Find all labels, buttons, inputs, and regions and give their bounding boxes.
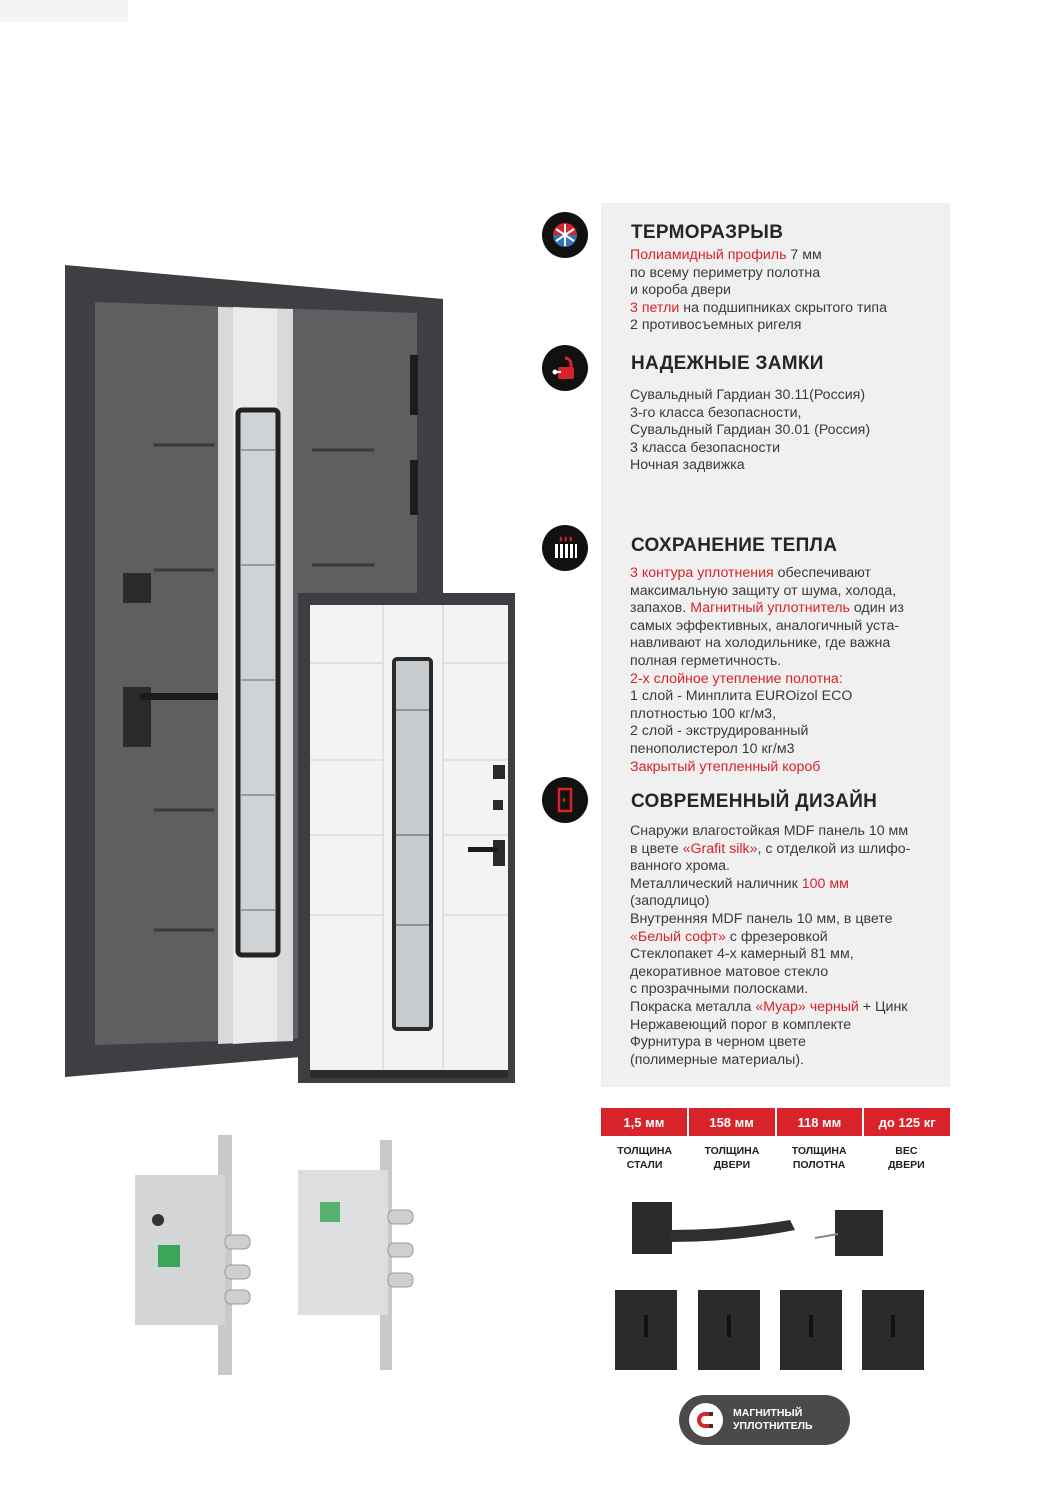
door-icon <box>542 777 588 823</box>
padlock-icon <box>542 345 588 391</box>
feature-line: с прозрачными полосками. <box>630 981 809 998</box>
feature-line: пенополистерол 10 кг/м3 <box>630 740 795 757</box>
spec-leaf-thickness: 118 мм <box>777 1108 865 1136</box>
spec-steel-thickness: 1,5 мм <box>601 1108 689 1136</box>
feature-line: «Белый софт» с фрезеровкой <box>630 928 828 945</box>
feature-line: 3 петли на подшипниках скрытого типа <box>630 299 887 316</box>
magnet-icon <box>689 1403 723 1437</box>
feature-line: 3-го класса безопасности, <box>630 404 802 421</box>
magnetic-seal-badge <box>679 1395 850 1445</box>
feature-line: полная герметичность. <box>630 652 782 669</box>
feature-title-locks: НАДЕЖНЫЕ ЗАМКИ <box>631 353 824 374</box>
feature-line: Полиамидный профиль 7 мм <box>630 247 822 263</box>
feature-line: (заподлицо) <box>630 893 710 910</box>
lock-mechanisms <box>130 1130 430 1380</box>
feature-line: Сувальдный Гардиан 30.11(Россия) <box>630 387 866 403</box>
feature-line: 1 слой - Минплита EUROizol ECO <box>630 688 853 705</box>
thermal-break-icon <box>542 212 588 258</box>
feature-line: Ночная задвижка <box>630 457 745 474</box>
feature-body-design <box>630 823 945 1069</box>
feature-title-design: СОВРЕМЕННЫЙ ДИЗАЙН <box>631 791 878 812</box>
hardware-accessories <box>610 1190 950 1380</box>
radiator-icon <box>542 525 588 571</box>
spec-table <box>601 1108 950 1172</box>
feature-line: и короба двери <box>630 282 731 299</box>
feature-line: Внутренняя MDF панель 10 мм, в цвете <box>630 910 893 927</box>
feature-line: (полимерные материалы). <box>630 1051 804 1068</box>
spec-door-weight: до 125 кг <box>878 1114 936 1130</box>
feature-line: Снаружи влагостойкая MDF панель 10 мм <box>630 823 909 839</box>
feature-line: декоративное матовое стекло <box>630 963 829 980</box>
feature-line: навливают на холодильнике, где важна <box>630 635 891 652</box>
feature-body-locks <box>630 387 945 475</box>
feature-line: ванного хрома. <box>630 858 730 875</box>
spec-label: ТОЛЩИНА ПОЛОТНА <box>791 1145 847 1171</box>
feature-line: Покраска металла «Муар» черный + Цинк <box>630 998 908 1015</box>
feature-line: Стеклопакет 4-х камерный 81 мм, <box>630 946 854 963</box>
feature-line: Сувальдный Гардиан 30.01 (Россия) <box>630 422 871 439</box>
feature-line: 2 слой - экструдированный <box>630 723 809 740</box>
feature-line: Закрытый утепленный короб <box>630 758 821 775</box>
corner-tab <box>0 0 128 22</box>
feature-line: 2-х слойное утепление полотна: <box>630 670 843 687</box>
spec-labels <box>601 1144 950 1172</box>
spec-values-bar <box>601 1108 950 1136</box>
feature-line: Металлический наличник 100 мм <box>630 875 849 892</box>
feature-line: в цвете «Grafit silk», с отделкой из шлифо- <box>630 840 911 857</box>
spec-label: ТОЛЩИНА ДВЕРИ <box>704 1145 760 1171</box>
feature-line: плотностью 100 кг/м3, <box>630 705 777 722</box>
feature-title-thermal: ТЕРМОРАЗРЫВ <box>631 222 784 243</box>
feature-line: максимальную защиту от шума, холода, <box>630 582 897 599</box>
feature-line: запахов. Магнитный уплотнитель один из <box>630 600 904 617</box>
feature-line: самых эффективных, аналогичный уста- <box>630 617 900 634</box>
spec-door-thickness: 158 мм <box>689 1108 777 1136</box>
feature-line: 3 класса безопасности <box>630 439 781 456</box>
feature-body-thermal <box>630 247 945 335</box>
feature-line: 2 противосъемных ригеля <box>630 317 802 334</box>
spec-label: ТОЛЩИНА СТАЛИ <box>617 1145 673 1171</box>
feature-title-heat: СОХРАНЕНИЕ ТЕПЛА <box>631 535 838 556</box>
feature-body-heat <box>630 565 945 776</box>
door-illustration <box>55 265 515 1085</box>
feature-line: по всему периметру полотна <box>630 264 821 281</box>
magnetic-seal-label: МАГНИТНЫЙ УПЛОТНИТЕЛЬ <box>733 1407 813 1432</box>
feature-line: Нержавеющий порог в комплекте <box>630 1016 852 1033</box>
feature-line: Фурнитура в черном цвете <box>630 1034 806 1051</box>
spec-label: ВЕС ДВЕРИ <box>888 1145 925 1171</box>
feature-line: 3 контура уплотнения обеспечивают <box>630 565 871 581</box>
